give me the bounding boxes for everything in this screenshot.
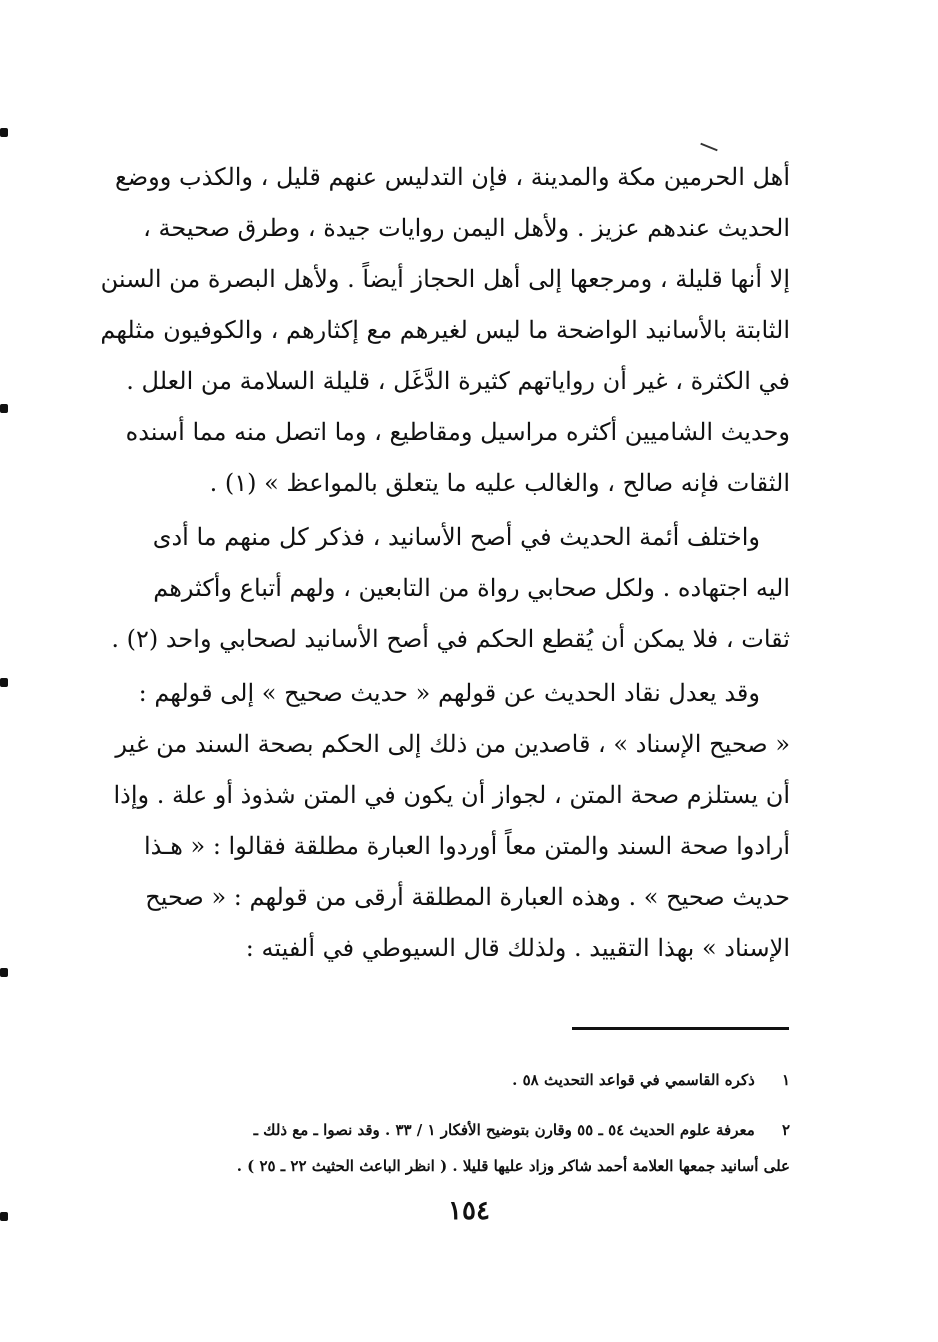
text-line: الثابتة بالأسانيد الواضحة ما ليس لغيرهم مع إكثارهم ، والكوفيون مثلهم: [100, 316, 790, 344]
footnote-2-continued: على أسانيد جمعها العلامة أحمد شاكر وزاد عليها قليلا . ( انظر الباعث الحثيث ٢٢ ـ ٢٥ ) .: [236, 1157, 790, 1175]
footnote-number: ٢: [781, 1121, 790, 1139]
paragraph-1: [100, 152, 790, 509]
paragraph-3: [113, 668, 790, 974]
footnote-text: معرفة علوم الحديث ٥٤ ـ ٥٥ وقارن بتوضيح الأفكار ١ / ٣٣ . وقد نصوا ـ مع ذلك ـ: [253, 1121, 755, 1139]
text-line: أهل الحرمين مكة والمدينة ، فإن التدليس عنهم قليل ، والكذب ووضع: [115, 163, 790, 191]
binding-mark: [0, 128, 8, 137]
footnotes: [118, 1062, 790, 1184]
footnote-1: [118, 1062, 790, 1098]
text-line: الحديث عندهم عزيز . ولأهل اليمن روايات جيدة ، وطرق صحيحة ،: [143, 214, 790, 242]
text-line: اليه اجتهاده . ولكل صحابي رواة من التابعين ، ولهم أتباع وأكثرهم: [153, 574, 790, 602]
text-line: إلا أنها قليلة ، ومرجعها إلى أهل الحجاز أيضاً . ولأهل البصرة من السنن: [100, 265, 790, 293]
footnote-separator: [572, 1027, 789, 1030]
text-line: أن يستلزم صحة المتن ، لجواز أن يكون في المتن شذوذ أو علة . وإذا: [113, 781, 790, 809]
footnote-text: ذكره القاسمي في قواعد التحديث ٥٨ .: [512, 1071, 755, 1089]
text-line: وحديث الشاميين أكثره مراسيل ومقاطيع ، وما اتصل منه مما أسنده: [125, 418, 790, 446]
footnote-2: [118, 1112, 790, 1148]
page-number: ١٥٤: [448, 1196, 490, 1226]
binding-mark: [0, 404, 8, 413]
binding-mark: [0, 968, 8, 977]
text-line: حديث صحيح » . وهذه العبارة المطلقة أرقى من قولهم : « صحيح: [145, 883, 790, 911]
text-line: وقد يعدل نقاد الحديث عن قولهم « حديث صحيح » إلى قولهم :: [138, 679, 760, 707]
text-line: ثقات ، فلا يمكن أن يُقطع الحكم في أصح الأسانيد لصحابي واحد (٢) .: [111, 625, 790, 653]
stray-ink-mark: [700, 143, 717, 152]
text-line: في الكثرة ، غير أن رواياتهم كثيرة الدَّغَل ، قليلة السلامة من العلل .: [126, 367, 790, 395]
text-line: « صحيح الإسناد » ، قاصدين من ذلك إلى الحكم بصحة السند من غير: [115, 730, 790, 758]
text-line: الثقات فإنه صالح ، والغالب عليه ما يتعلق بالمواعظ » (١) .: [209, 469, 790, 497]
paragraph-2: [111, 512, 790, 665]
footnote-number: ١: [781, 1071, 790, 1089]
binding-mark: [0, 678, 8, 687]
text-line: أرادوا صحة السند والمتن معاً أوردوا العبارة مطلقة فقالوا : « هـذا: [143, 832, 790, 860]
text-line: واختلف أئمة الحديث في أصح الأسانيد ، فذكر كل منهم ما أدى: [152, 523, 760, 551]
text-line: الإسناد » بهذا التقييد . ولذلك قال السيوطي في ألفيته :: [245, 934, 790, 962]
